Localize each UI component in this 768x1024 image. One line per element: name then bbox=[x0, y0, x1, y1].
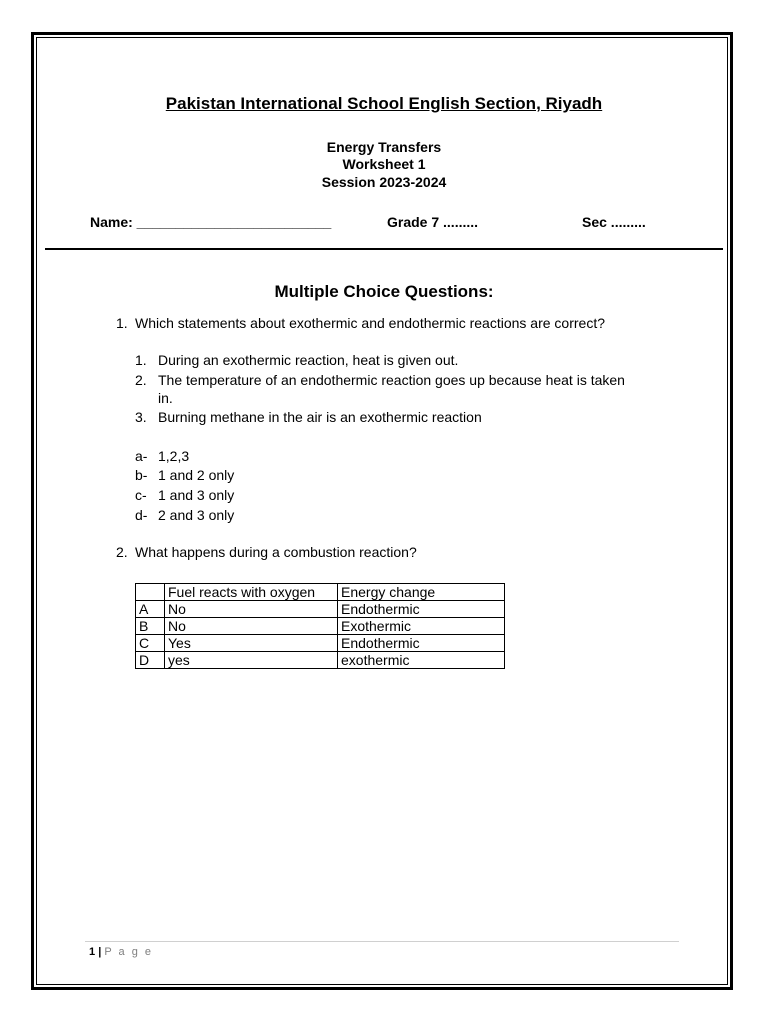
statement-text: Burning methane in the air is an exothermic reaction bbox=[158, 409, 482, 425]
combustion-table bbox=[135, 583, 505, 669]
school-title: Pakistan International School English Section, Riyadh bbox=[165, 94, 603, 113]
worksheet-number: Worksheet 1 bbox=[342, 156, 426, 172]
page-footer bbox=[89, 946, 153, 958]
option-text: 1 and 3 only bbox=[158, 487, 235, 503]
option-text: 1 and 2 only bbox=[158, 467, 235, 483]
option-letter: a- bbox=[135, 448, 148, 464]
table-cell: Yes bbox=[165, 635, 338, 652]
table-cell: Exothermic bbox=[338, 618, 505, 635]
page-number: 1 bbox=[89, 946, 96, 958]
table-cell: A bbox=[136, 601, 165, 618]
table-cell: B bbox=[136, 618, 165, 635]
question-2-text: What happens during a combustion reaction? bbox=[135, 544, 417, 560]
option-text: 1,2,3 bbox=[158, 448, 190, 464]
footer-divider bbox=[85, 941, 679, 942]
table-cell: No bbox=[165, 618, 338, 635]
grade-field: Grade 7 ......... bbox=[387, 214, 479, 230]
session-label: Session 2023-2024 bbox=[321, 174, 447, 190]
option-letter: d- bbox=[135, 507, 148, 523]
table-cell: No bbox=[165, 601, 338, 618]
statement-text: The temperature of an endothermic reaction goes up because heat is taken bbox=[158, 372, 625, 388]
table-header-row bbox=[136, 584, 505, 601]
table-cell: Endothermic bbox=[338, 635, 505, 652]
footer-separator: | bbox=[98, 946, 102, 958]
statement-number: 3. bbox=[135, 409, 147, 425]
page-label: P a g e bbox=[104, 946, 153, 958]
statement-text-continued: in. bbox=[158, 390, 173, 406]
statement-text: During an exothermic reaction, heat is given out. bbox=[158, 352, 459, 368]
table-cell: C bbox=[136, 635, 165, 652]
table-header-cell: Fuel reacts with oxygen bbox=[165, 584, 338, 601]
option-text: 2 and 3 only bbox=[158, 507, 235, 523]
name-field: Name: _________________________ bbox=[90, 214, 332, 230]
option-letter: b- bbox=[135, 467, 148, 483]
question-2-number: 2. bbox=[116, 544, 128, 560]
option-letter: c- bbox=[135, 487, 147, 503]
table-row bbox=[136, 652, 505, 669]
header-divider bbox=[45, 248, 723, 250]
section-title: Multiple Choice Questions: bbox=[274, 282, 494, 301]
statement-number: 1. bbox=[135, 352, 147, 368]
table-cell: yes bbox=[165, 652, 338, 669]
table-cell: Endothermic bbox=[338, 601, 505, 618]
statement-number: 2. bbox=[135, 372, 147, 388]
question-1-number: 1. bbox=[116, 315, 128, 331]
section-field: Sec ......... bbox=[582, 214, 646, 230]
table-header-cell: Energy change bbox=[338, 584, 505, 601]
table-header-cell bbox=[136, 584, 165, 601]
table-row bbox=[136, 618, 505, 635]
table-cell: exothermic bbox=[338, 652, 505, 669]
worksheet-topic: Energy Transfers bbox=[326, 139, 442, 155]
question-1-text: Which statements about exothermic and endothermic reactions are correct? bbox=[135, 315, 606, 331]
table-cell: D bbox=[136, 652, 165, 669]
table-row bbox=[136, 635, 505, 652]
table-row bbox=[136, 601, 505, 618]
